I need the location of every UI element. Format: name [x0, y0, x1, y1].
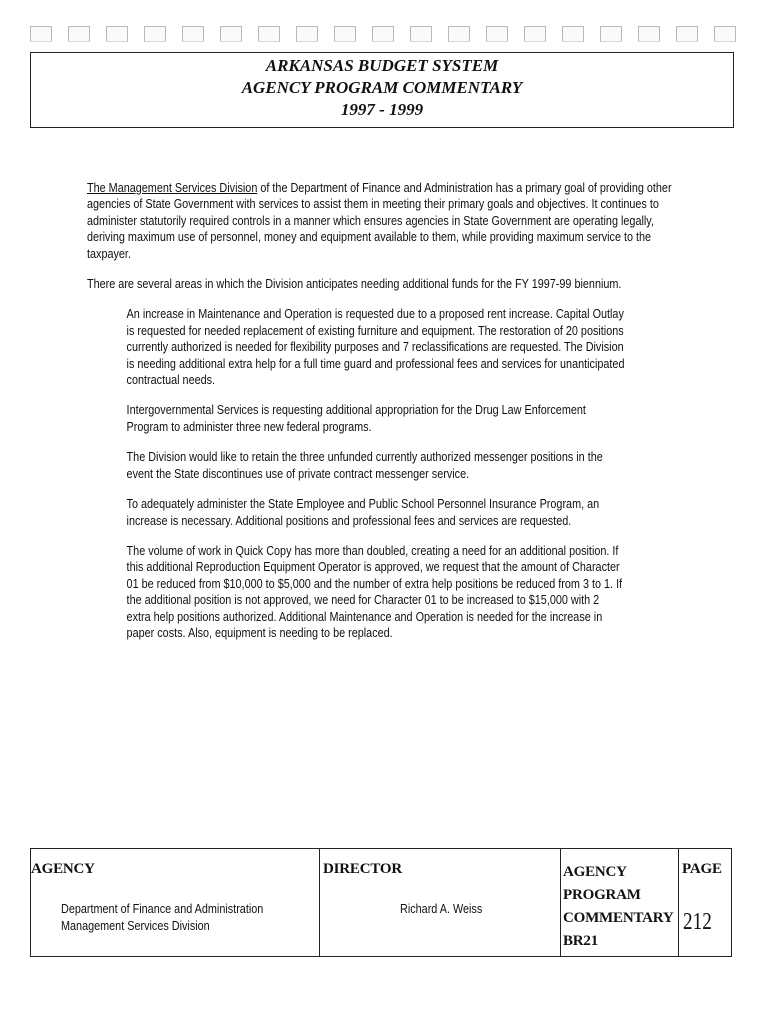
page-label: PAGE [682, 861, 722, 877]
punch-hole-strip [30, 26, 760, 48]
footer-director-cell [320, 849, 561, 956]
footer-table [30, 848, 732, 957]
commentary-label-line: AGENCY [563, 864, 627, 880]
punch-hole [448, 26, 470, 42]
punch-hole [372, 26, 394, 42]
punch-hole [524, 26, 546, 42]
punch-hole [600, 26, 622, 42]
footer-agency-cell [31, 849, 320, 956]
punch-hole [676, 26, 698, 42]
agency-value [61, 901, 263, 935]
punch-hole [68, 26, 90, 42]
page-number: 212 [683, 909, 712, 935]
director-name: Richard A. Weiss [400, 902, 483, 916]
paragraph-quick-copy: The volume of work in Quick Copy has more than doubled, creating a need for an additional position. If this additional Reproduction Equipment Operator is approved, we request that the amount of Character 01 be reduced from $10,000 to $5,000 and the number of extra help positions be reduced from 3 to 1. If the additional position is not approved, we need for Character 01 to be increased to $15,000 with 2 extra help positions authorized. Additional Maintenance and Operation is needed for the increase in paper costs. Also, equipment is needing to be replaced. [126, 543, 623, 640]
header-biennium: 1997 - 1999 [340, 100, 424, 119]
director-label: DIRECTOR [323, 861, 402, 877]
commentary-body [87, 180, 672, 655]
agency-division: Management Services Division [61, 919, 210, 933]
commentary-label-line: PROGRAM [563, 887, 641, 903]
division-name: The Management Services Division [87, 181, 258, 195]
paragraph-intergovernmental: Intergovernmental Services is requesting additional appropriation for the Drug Law Enforcement Program to administer three new federal programs. [126, 403, 586, 434]
paragraph-messenger: The Division would like to retain the three unfunded currently authorized messenger positions in the event the State discontinues use of private contract messenger service. [126, 450, 603, 481]
punch-hole [106, 26, 128, 42]
punch-hole [144, 26, 166, 42]
punch-hole [220, 26, 242, 42]
paragraph-areas: There are several areas in which the Division anticipates needing additional funds for the FY 1997-99 biennium. [87, 277, 622, 292]
paragraph-intro-text: of the Department of Finance and Administration has a primary goal of providing other agencies of State Government with services to assist them in meeting their primary goals and objectives. It continues to administer statutorily required controls in a manner which ensures agencies in State Government are operating legally, deriving maximum use of personnel, money and equipment available to them, while providing maximum service to the taxpayer. [87, 181, 672, 261]
punch-hole [638, 26, 660, 42]
punch-hole [182, 26, 204, 42]
header-title: ARKANSAS BUDGET SYSTEM [265, 56, 499, 75]
paragraph-maintenance: An increase in Maintenance and Operation is requested due to a proposed rent increase. Capital Outlay is requested for needed replacement of existing furniture and equipment. The restoration of 20 positions currently authorized is needed for flexibility purposes and 7 reclassifications are requested. The Division is needing additional extra help for a full time guard and professional fees and services for unanticipated contractual needs. [126, 307, 625, 388]
paragraph-intro [87, 180, 680, 262]
punch-hole [410, 26, 432, 42]
commentary-label-line: COMMENTARY [563, 910, 674, 926]
paragraph-insurance: To adequately administer the State Employee and Public School Personnel Insurance Program, an increase is necessary. Additional positions and professional fees and services are requested. [126, 497, 600, 528]
footer-page-cell [679, 849, 731, 956]
punch-hole [334, 26, 356, 42]
form-code: BR21 [563, 933, 599, 949]
agency-name: Department of Finance and Administration [61, 902, 264, 916]
punch-hole [486, 26, 508, 42]
agency-label: AGENCY [31, 861, 95, 877]
punch-hole [562, 26, 584, 42]
punch-hole [714, 26, 736, 42]
punch-hole [30, 26, 52, 42]
commentary-label [563, 861, 675, 953]
document-header [30, 52, 734, 128]
footer-commentary-cell [561, 849, 679, 956]
header-subtitle: AGENCY PROGRAM COMMENTARY [241, 78, 523, 97]
punch-hole [258, 26, 280, 42]
punch-hole [296, 26, 318, 42]
